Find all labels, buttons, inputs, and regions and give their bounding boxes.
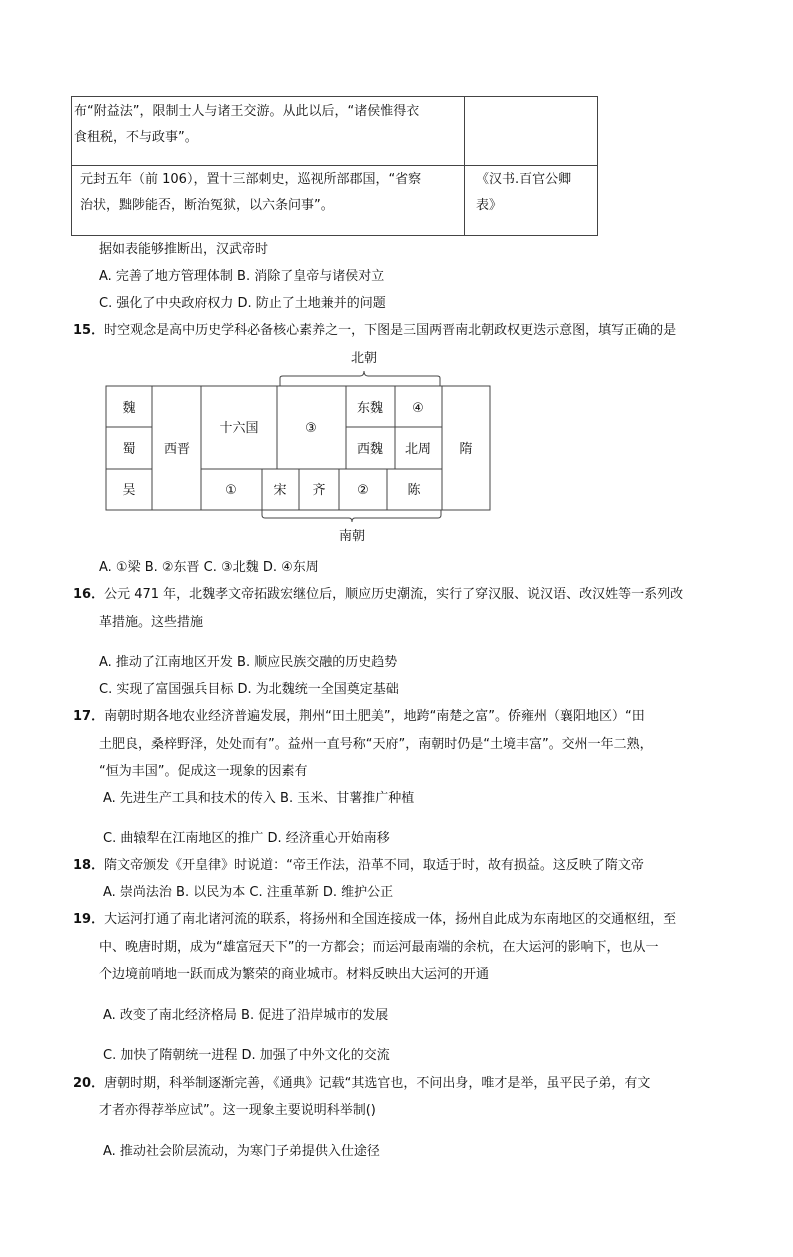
cell-blank-4: ④ [412,401,424,416]
q19-stem-line2: 中、晚唐时期，成为“雄富冠天下”的一方都会；而运河最南端的余杭，在大运河的影响下，也从一 [99,940,659,955]
q16-options-cd[interactable]: C. 实现了富国强兵目标 D. 为北魏统一全国奠定基础 [99,682,399,697]
table-row-divider [72,165,597,166]
q20-stem-line2: 才者亦得荐举应试”。这一现象主要说明科举制() [99,1103,376,1118]
table-row2-source-line2: 表》 [476,198,503,213]
cell-western-wei: 西魏 [356,442,384,457]
table-row2-line2: 治状，黜陟能否，断治冤狱，以六条问事”。 [80,198,334,213]
cell-wu: 吴 [122,483,136,498]
south-dynasties-label: 南朝 [338,529,366,544]
q14-stem: 据如表能够推断出，汉武帝时 [99,242,269,257]
q14-options-ab[interactable]: A. 完善了地方管理体制 B. 消除了皇帝与诸侯对立 [99,269,385,284]
q18-question [73,854,644,873]
table-column-divider [464,97,465,235]
q16-number: 16． [73,587,105,602]
cell-western-jin: 西晋 [163,442,191,457]
q16-stem-line2: 革措施。这些措施 [99,615,204,630]
dynasty-succession-diagram [0,340,793,550]
q17-options-ab[interactable]: A. 先进生产工具和技术的传入 B. 玉米、甘薯推广种植 [103,791,415,806]
cell-qi: 齐 [312,483,326,498]
table-row2-line1: 元封五年（前 106），置十三部刺史，巡视所部郡国，“省察 [80,172,422,187]
north-dynasties-label: 北朝 [350,351,378,366]
q17-stem-line2: 土肥良，桑梓野泽，处处而有”。益州一直号称“天府”，南朝时仍是“土境丰富”。交州一年二熟， [99,737,653,752]
cell-blank-3: ③ [305,421,317,436]
table-row1-line1: 布“附益法”，限制士人与诸王交游。从此以后，“诸侯惟得衣 [74,104,420,119]
q17-question-line1 [73,705,645,724]
history-source-table [71,96,598,236]
q14-options-cd[interactable]: C. 强化了中央政府权力 D. 防止了土地兼并的问题 [99,296,386,311]
q20-stem-line1: 唐朝时期，科举制逐渐完善，《通典》记载“其选官也，不问出身，唯才是举，虽平民子弟，有文 [104,1076,651,1091]
q18-number: 18． [73,858,105,873]
cell-sixteen-kingdoms: 十六国 [219,421,259,436]
q16-stem-line1: 公元 471 年，北魏孝文帝拓跋宏继位后，顺应历史潮流，实行了穿汉服、说汉语、改汉姓等一系列改 [104,587,684,602]
cell-sui: 隋 [459,442,473,457]
cell-song: 宋 [273,483,287,498]
table-row2-source [476,167,594,219]
q18-stem: 隋文帝颁发《开皇律》时说道：“帝王作法，沿革不同，取适于时，故有损益。这反映了隋文帝 [104,858,644,873]
q17-options-cd[interactable]: C. 曲辕犁在江南地区的推广 D. 经济重心开始南移 [103,831,390,846]
cell-shu: 蜀 [122,442,136,457]
cell-northern-zhou: 北周 [404,442,432,457]
q19-options-ab[interactable]: A. 改变了南北经济格局 B. 促进了沿岸城市的发展 [103,1008,389,1023]
q15-stem: 时空观念是高中历史学科必备核心素养之一，下图是三国两晋南北朝政权更迭示意图，填写正确的是 [104,323,677,338]
q17-stem-line1: 南朝时期各地农业经济普遍发展，荆州“田土肥美”，地跨“南楚之富”。侨雍州（襄阳地区）“田 [104,709,645,724]
q19-number: 19． [73,912,105,927]
cell-eastern-wei: 东魏 [356,401,384,416]
q20-option-a[interactable]: A. 推动社会阶层流动，为寒门子弟提供入仕途径 [103,1144,380,1159]
table-row1-line2: 食租税，不与政事”。 [74,130,198,145]
cell-blank-2: ② [357,483,369,498]
cell-chen: 陈 [407,483,421,498]
q15-options[interactable]: A. ①梁 B. ②东晋 C. ③北魏 D. ④东周 [99,560,319,575]
q19-options-cd[interactable]: C. 加快了隋朝统一进程 D. 加强了中外文化的交流 [103,1048,390,1063]
q19-stem-line3: 个边境前哨地一跃而成为繁荣的商业城市。材料反映出大运河的开通 [99,967,490,982]
q20-question-line1 [73,1072,650,1091]
q15-question [73,319,676,338]
table-row2-content [80,167,464,219]
q18-options[interactable]: A. 崇尚法治 B. 以民为本 C. 注重革新 D. 维护公正 [103,885,394,900]
q16-question-line1 [73,583,683,602]
q15-number: 15． [73,323,105,338]
q19-question-line1 [73,908,676,927]
cell-blank-1: ① [225,483,237,498]
q16-options-ab[interactable]: A. 推动了江南地区开发 B. 顺应民族交融的历史趋势 [99,655,398,670]
cell-wei: 魏 [122,401,136,416]
table-row2-source-line1: 《汉书.百官公卿 [476,172,572,187]
q20-number: 20． [73,1076,105,1091]
q19-stem-line1: 大运河打通了南北诸河流的联系，将扬州和全国连接成一体，扬州自此成为东南地区的交通枢纽，至 [104,912,677,927]
q17-number: 17． [73,709,105,724]
table-row1-content [74,99,462,151]
q17-stem-line3: “恒为丰国”。促成这一现象的因素有 [99,764,308,779]
